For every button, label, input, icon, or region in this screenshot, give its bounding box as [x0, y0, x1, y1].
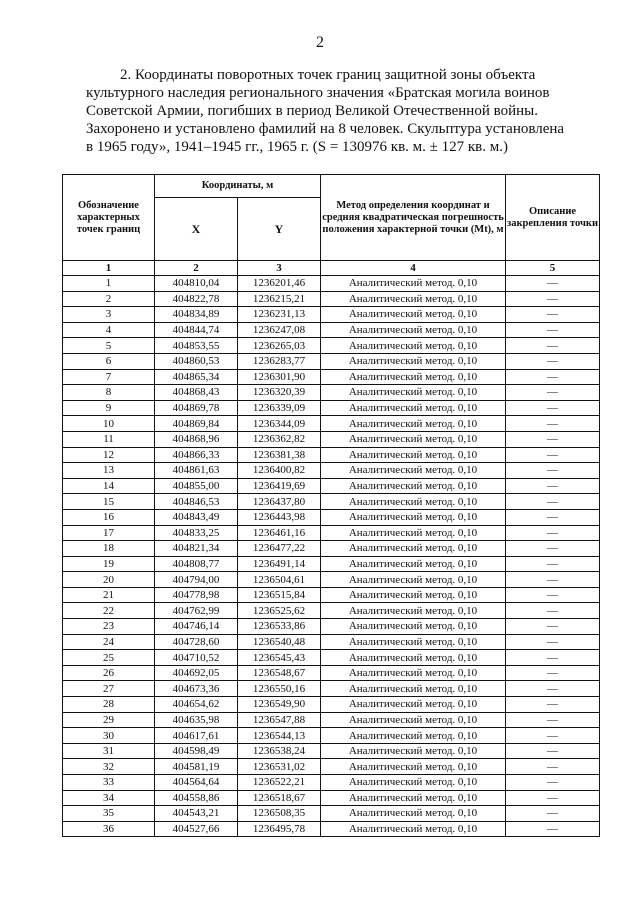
method-cell: Аналитический метод. 0,10 [321, 478, 506, 494]
coord-y: 1236215,21 [238, 291, 321, 307]
method-cell: Аналитический метод. 0,10 [321, 400, 506, 416]
method-cell: Аналитический метод. 0,10 [321, 775, 506, 791]
coord-y: 1236545,43 [238, 650, 321, 666]
coord-y: 1236550,16 [238, 681, 321, 697]
coord-x: 404778,98 [155, 587, 238, 603]
coord-y: 1236362,82 [238, 431, 321, 447]
method-cell: Аналитический метод. 0,10 [321, 307, 506, 323]
description-cell: — [506, 369, 600, 385]
coord-x: 404869,78 [155, 400, 238, 416]
table-row [63, 681, 600, 697]
description-cell: — [506, 431, 600, 447]
coord-x: 404564,64 [155, 775, 238, 791]
method-cell: Аналитический метод. 0,10 [321, 556, 506, 572]
point-number: 35 [63, 806, 155, 822]
table-row [63, 307, 600, 323]
point-number: 27 [63, 681, 155, 697]
column-number: 1 [63, 261, 155, 276]
coord-x: 404598,49 [155, 743, 238, 759]
table-row [63, 806, 600, 822]
method-cell: Аналитический метод. 0,10 [321, 291, 506, 307]
method-cell: Аналитический метод. 0,10 [321, 276, 506, 292]
coord-x: 404868,43 [155, 385, 238, 401]
description-cell: — [506, 572, 600, 588]
table-row [63, 728, 600, 744]
coord-y: 1236400,82 [238, 463, 321, 479]
method-cell: Аналитический метод. 0,10 [321, 385, 506, 401]
method-cell: Аналитический метод. 0,10 [321, 447, 506, 463]
coord-y: 1236533,86 [238, 619, 321, 635]
description-cell: — [506, 447, 600, 463]
point-number: 9 [63, 400, 155, 416]
coord-x: 404558,86 [155, 790, 238, 806]
point-number: 26 [63, 665, 155, 681]
table-row [63, 338, 600, 354]
coord-x: 404855,00 [155, 478, 238, 494]
coord-x: 404673,36 [155, 681, 238, 697]
point-number: 31 [63, 743, 155, 759]
heading-line-2: культурного наследия регионального значения «Братская могила воинов [86, 85, 550, 101]
coord-x: 404865,34 [155, 369, 238, 385]
table-row [63, 650, 600, 666]
point-number: 2 [63, 291, 155, 307]
method-cell: Аналитический метод. 0,10 [321, 494, 506, 510]
point-number: 21 [63, 587, 155, 603]
description-cell: — [506, 416, 600, 432]
method-cell: Аналитический метод. 0,10 [321, 806, 506, 822]
description-cell: — [506, 353, 600, 369]
method-cell: Аналитический метод. 0,10 [321, 790, 506, 806]
method-cell: Аналитический метод. 0,10 [321, 665, 506, 681]
method-cell: Аналитический метод. 0,10 [321, 322, 506, 338]
point-number: 20 [63, 572, 155, 588]
column-number: 3 [238, 261, 321, 276]
table-row [63, 697, 600, 713]
table-row [63, 775, 600, 791]
description-cell: — [506, 634, 600, 650]
coord-x: 404710,52 [155, 650, 238, 666]
coord-x: 404635,98 [155, 712, 238, 728]
table-row [63, 743, 600, 759]
point-number: 11 [63, 431, 155, 447]
description-cell: — [506, 463, 600, 479]
coord-x: 404808,77 [155, 556, 238, 572]
description-cell: — [506, 743, 600, 759]
description-cell: — [506, 650, 600, 666]
point-number: 25 [63, 650, 155, 666]
coord-x: 404821,34 [155, 541, 238, 557]
point-number: 1 [63, 276, 155, 292]
coord-x: 404843,49 [155, 509, 238, 525]
description-cell: — [506, 665, 600, 681]
coord-y: 1236320,39 [238, 385, 321, 401]
document-heading [86, 66, 576, 156]
description-cell: — [506, 790, 600, 806]
header-x: X [155, 198, 238, 261]
point-number: 23 [63, 619, 155, 635]
coord-x: 404746,14 [155, 619, 238, 635]
method-cell: Аналитический метод. 0,10 [321, 619, 506, 635]
description-cell: — [506, 541, 600, 557]
table-row [63, 416, 600, 432]
column-numbers-row [63, 261, 600, 276]
point-number: 4 [63, 322, 155, 338]
method-cell: Аналитический метод. 0,10 [321, 587, 506, 603]
description-cell: — [506, 276, 600, 292]
description-cell: — [506, 759, 600, 775]
table-row [63, 665, 600, 681]
description-cell: — [506, 525, 600, 541]
description-cell: — [506, 603, 600, 619]
point-number: 17 [63, 525, 155, 541]
description-cell: — [506, 509, 600, 525]
point-number: 6 [63, 353, 155, 369]
description-cell: — [506, 291, 600, 307]
header-coordinates: Координаты, м [155, 175, 321, 198]
point-number: 19 [63, 556, 155, 572]
table-row [63, 634, 600, 650]
coord-x: 404728,60 [155, 634, 238, 650]
coord-y: 1236419,69 [238, 478, 321, 494]
coord-x: 404868,96 [155, 431, 238, 447]
table-row [63, 572, 600, 588]
coord-y: 1236540,48 [238, 634, 321, 650]
description-cell: — [506, 806, 600, 822]
point-number: 7 [63, 369, 155, 385]
method-cell: Аналитический метод. 0,10 [321, 509, 506, 525]
description-cell: — [506, 400, 600, 416]
method-cell: Аналитический метод. 0,10 [321, 416, 506, 432]
point-number: 34 [63, 790, 155, 806]
table-row [63, 509, 600, 525]
method-cell: Аналитический метод. 0,10 [321, 572, 506, 588]
table-row [63, 494, 600, 510]
table-row [63, 556, 600, 572]
point-number: 30 [63, 728, 155, 744]
method-cell: Аналитический метод. 0,10 [321, 712, 506, 728]
coord-x: 404860,53 [155, 353, 238, 369]
table-row [63, 322, 600, 338]
coord-y: 1236344,09 [238, 416, 321, 432]
header-method: Метод определения координат и средняя квадратическая погрешность положения характерной точки (Mt), м [321, 175, 506, 261]
description-cell: — [506, 385, 600, 401]
table-row [63, 291, 600, 307]
method-cell: Аналитический метод. 0,10 [321, 463, 506, 479]
description-cell: — [506, 307, 600, 323]
coord-y: 1236547,88 [238, 712, 321, 728]
method-cell: Аналитический метод. 0,10 [321, 681, 506, 697]
coord-x: 404869,84 [155, 416, 238, 432]
description-cell: — [506, 681, 600, 697]
coord-y: 1236301,90 [238, 369, 321, 385]
column-number: 2 [155, 261, 238, 276]
heading-line-5: в 1965 году», 1941–1945 гг., 1965 г. (S = 130976 кв. м. ± 127 кв. м.) [86, 139, 509, 155]
coord-x: 404833,25 [155, 525, 238, 541]
column-number: 5 [506, 261, 600, 276]
point-number: 8 [63, 385, 155, 401]
header-point-designation: Обозначение характерных точек границ [63, 175, 155, 261]
heading-line-4: Захоронено и установлено фамилий на 8 человек. Скульптура установлена [86, 121, 565, 137]
coord-y: 1236544,13 [238, 728, 321, 744]
description-cell: — [506, 697, 600, 713]
coord-y: 1236491,14 [238, 556, 321, 572]
coord-y: 1236461,16 [238, 525, 321, 541]
method-cell: Аналитический метод. 0,10 [321, 353, 506, 369]
point-number: 13 [63, 463, 155, 479]
coord-y: 1236437,80 [238, 494, 321, 510]
table-row [63, 400, 600, 416]
coord-x: 404581,19 [155, 759, 238, 775]
page-number: 2 [316, 34, 324, 51]
table-row [63, 353, 600, 369]
description-cell: — [506, 728, 600, 744]
table-row [63, 790, 600, 806]
coord-x: 404861,63 [155, 463, 238, 479]
point-number: 5 [63, 338, 155, 354]
method-cell: Аналитический метод. 0,10 [321, 338, 506, 354]
method-cell: Аналитический метод. 0,10 [321, 650, 506, 666]
coord-x: 404762,99 [155, 603, 238, 619]
coord-y: 1236339,09 [238, 400, 321, 416]
coord-y: 1236538,24 [238, 743, 321, 759]
table-body [63, 276, 600, 837]
coord-y: 1236201,46 [238, 276, 321, 292]
table-row [63, 525, 600, 541]
coord-y: 1236265,03 [238, 338, 321, 354]
method-cell: Аналитический метод. 0,10 [321, 431, 506, 447]
method-cell: Аналитический метод. 0,10 [321, 541, 506, 557]
method-cell: Аналитический метод. 0,10 [321, 821, 506, 837]
heading-line-1: 2. Координаты поворотных точек границ защитной зоны объекта [120, 67, 536, 83]
coord-y: 1236522,21 [238, 775, 321, 791]
description-cell: — [506, 821, 600, 837]
point-number: 12 [63, 447, 155, 463]
description-cell: — [506, 478, 600, 494]
method-cell: Аналитический метод. 0,10 [321, 697, 506, 713]
method-cell: Аналитический метод. 0,10 [321, 728, 506, 744]
table-row [63, 276, 600, 292]
coord-x: 404853,55 [155, 338, 238, 354]
point-number: 28 [63, 697, 155, 713]
coord-x: 404543,21 [155, 806, 238, 822]
description-cell: — [506, 494, 600, 510]
table-row [63, 463, 600, 479]
coord-y: 1236477,22 [238, 541, 321, 557]
coord-y: 1236508,35 [238, 806, 321, 822]
point-number: 14 [63, 478, 155, 494]
table-row [63, 369, 600, 385]
coord-y: 1236548,67 [238, 665, 321, 681]
coord-y: 1236525,62 [238, 603, 321, 619]
coord-x: 404846,53 [155, 494, 238, 510]
table-row [63, 447, 600, 463]
method-cell: Аналитический метод. 0,10 [321, 603, 506, 619]
coord-x: 404794,00 [155, 572, 238, 588]
coord-x: 404527,66 [155, 821, 238, 837]
header-y: Y [238, 198, 321, 261]
point-number: 29 [63, 712, 155, 728]
point-number: 16 [63, 509, 155, 525]
coord-y: 1236247,08 [238, 322, 321, 338]
method-cell: Аналитический метод. 0,10 [321, 525, 506, 541]
heading-line-3: Советской Армии, погибших в период Великой Отечественной войны. [86, 103, 538, 119]
coord-x: 404654,62 [155, 697, 238, 713]
coord-y: 1236531,02 [238, 759, 321, 775]
table-row [63, 385, 600, 401]
description-cell: — [506, 775, 600, 791]
description-cell: — [506, 322, 600, 338]
coord-y: 1236518,67 [238, 790, 321, 806]
point-number: 24 [63, 634, 155, 650]
coord-y: 1236515,84 [238, 587, 321, 603]
table-row [63, 759, 600, 775]
coord-y: 1236549,90 [238, 697, 321, 713]
coord-x: 404617,61 [155, 728, 238, 744]
table-row [63, 821, 600, 837]
coord-x: 404834,89 [155, 307, 238, 323]
column-number: 4 [321, 261, 506, 276]
coordinates-table [62, 174, 600, 837]
coord-x: 404844,74 [155, 322, 238, 338]
point-number: 15 [63, 494, 155, 510]
coord-x: 404810,04 [155, 276, 238, 292]
table-row [63, 431, 600, 447]
coord-x: 404866,33 [155, 447, 238, 463]
description-cell: — [506, 587, 600, 603]
coord-y: 1236443,98 [238, 509, 321, 525]
point-number: 3 [63, 307, 155, 323]
point-number: 18 [63, 541, 155, 557]
point-number: 22 [63, 603, 155, 619]
coord-y: 1236504,61 [238, 572, 321, 588]
table-row [63, 712, 600, 728]
method-cell: Аналитический метод. 0,10 [321, 634, 506, 650]
table-row [63, 587, 600, 603]
point-number: 33 [63, 775, 155, 791]
coord-x: 404822,78 [155, 291, 238, 307]
description-cell: — [506, 556, 600, 572]
coord-y: 1236495,78 [238, 821, 321, 837]
method-cell: Аналитический метод. 0,10 [321, 759, 506, 775]
coord-y: 1236381,38 [238, 447, 321, 463]
coord-x: 404692,05 [155, 665, 238, 681]
description-cell: — [506, 619, 600, 635]
table-row [63, 603, 600, 619]
table-row [63, 478, 600, 494]
coord-y: 1236231,13 [238, 307, 321, 323]
point-number: 36 [63, 821, 155, 837]
point-number: 10 [63, 416, 155, 432]
description-cell: — [506, 338, 600, 354]
header-description: Описание закрепления точки [506, 175, 600, 261]
method-cell: Аналитический метод. 0,10 [321, 743, 506, 759]
coord-y: 1236283,77 [238, 353, 321, 369]
table-row [63, 541, 600, 557]
point-number: 32 [63, 759, 155, 775]
description-cell: — [506, 712, 600, 728]
table-row [63, 619, 600, 635]
method-cell: Аналитический метод. 0,10 [321, 369, 506, 385]
